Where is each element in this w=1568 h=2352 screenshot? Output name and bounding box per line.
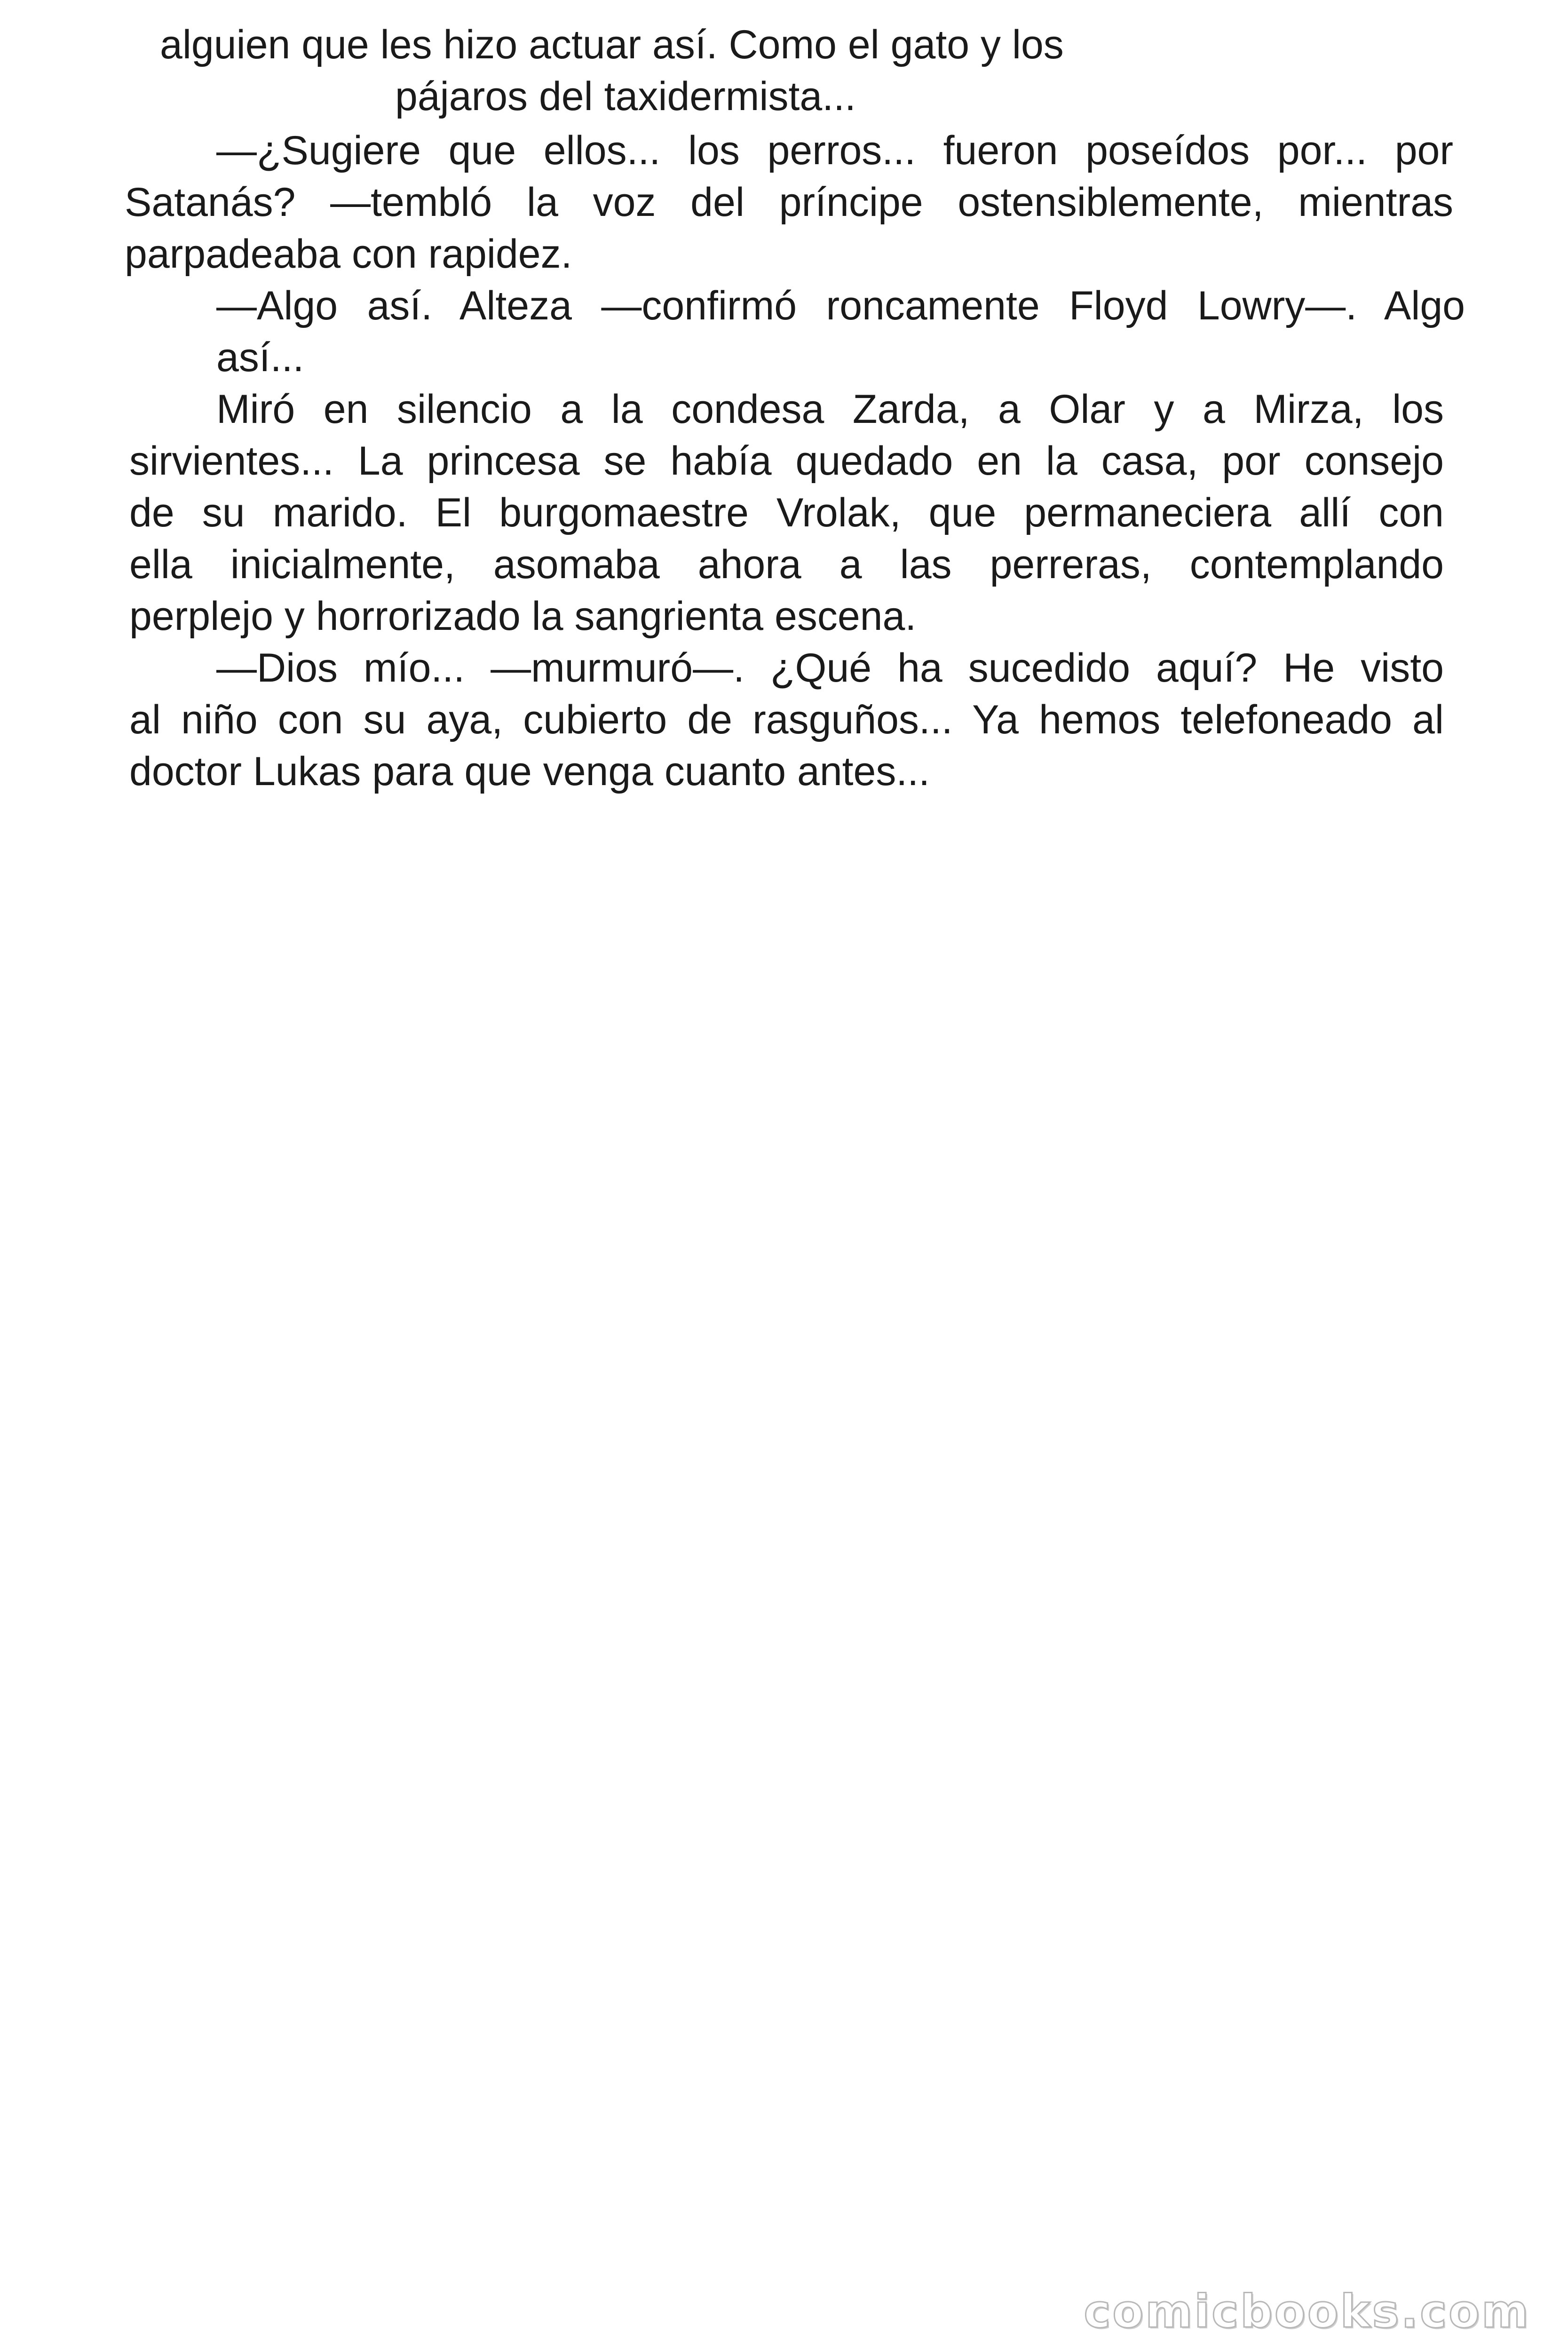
text-line: parpadeaba con rapidez. bbox=[125, 231, 572, 277]
text-line: ella inicialmente, asomaba ahora a las perreras, contemplando bbox=[129, 542, 1444, 587]
text-line: doctor Lukas para que venga cuanto antes... bbox=[129, 749, 930, 794]
text-line: Miró en silencio a la condesa Zarda, a Olar y a Mirza, los bbox=[216, 387, 1444, 432]
text-line: alguien que les hizo actuar así. Como el gato y los bbox=[160, 22, 1064, 67]
text-line: —Dios mío... —murmuró—. ¿Qué ha sucedido aquí? He visto bbox=[216, 645, 1444, 691]
text-line: —¿Sugiere que ellos... los perros... fueron poseídos por... por bbox=[216, 128, 1453, 173]
text-line: de su marido. El burgomaestre Vrolak, que permaneciera allí con bbox=[129, 490, 1444, 535]
text-line: pájaros del taxidermista... bbox=[395, 74, 856, 119]
text-line: así... bbox=[216, 335, 304, 380]
text-line: sirvientes... La princesa se había quedado en la casa, por consejo bbox=[129, 438, 1444, 484]
watermark-logo: comicbooks.com bbox=[1084, 2285, 1530, 2338]
text-line: perplejo y horrorizado la sangrienta escena. bbox=[129, 594, 917, 639]
text-line: al niño con su aya, cubierto de rasguños... Ya hemos telefoneado al bbox=[129, 697, 1444, 742]
text-line: —Algo así. Alteza —confirmó roncamente Floyd Lowry—. Algo bbox=[216, 283, 1465, 328]
text-line: Satanás? —tembló la voz del príncipe ostensiblemente, mientras bbox=[125, 180, 1453, 225]
